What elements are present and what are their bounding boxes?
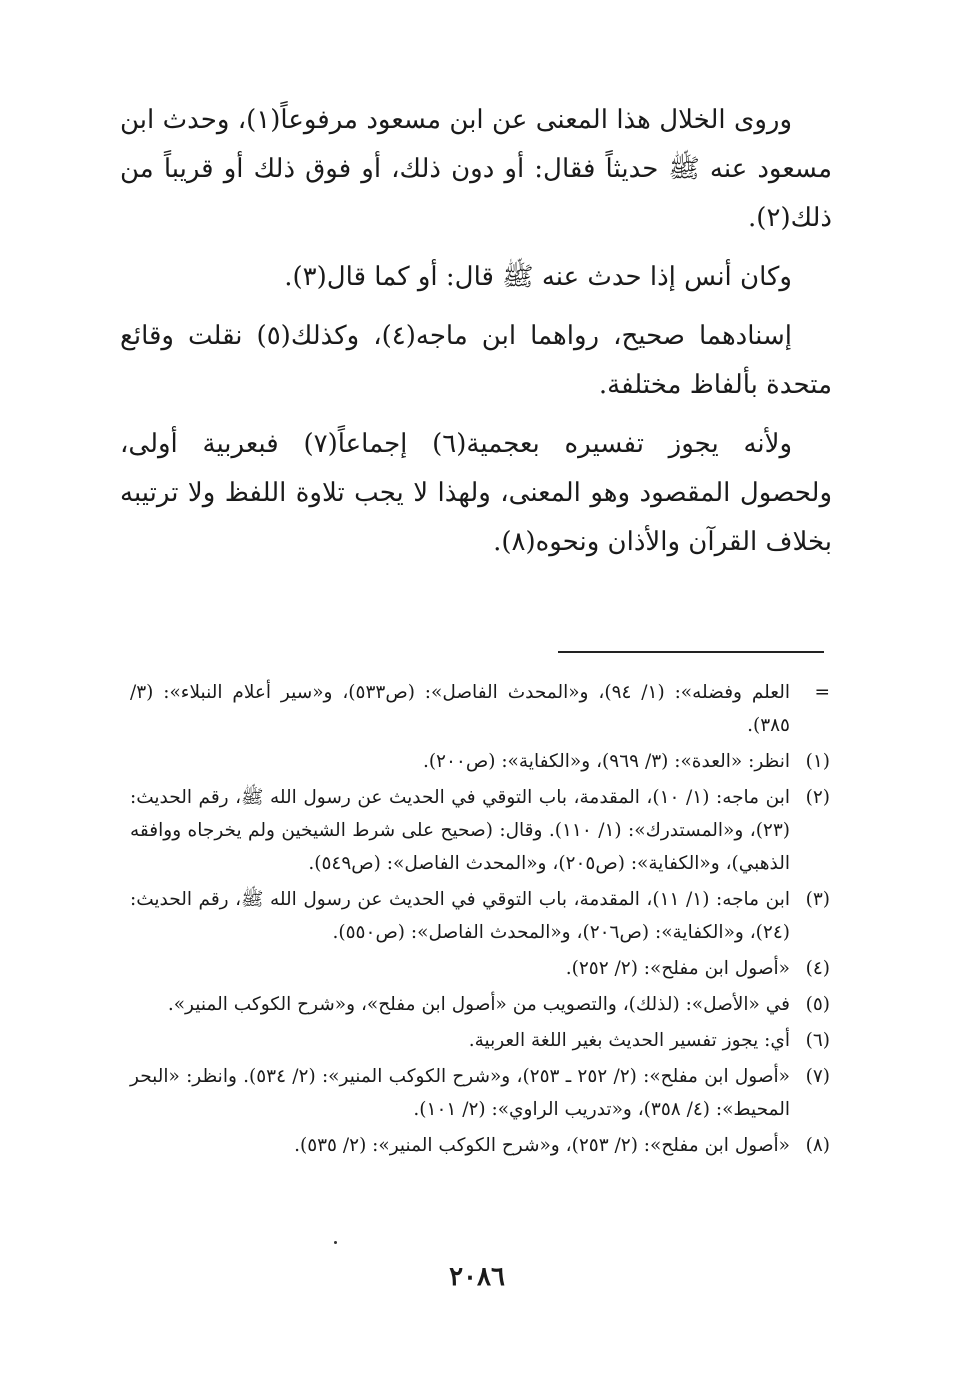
footnote-number: (٧) xyxy=(805,1066,830,1087)
paragraph: وكان أنس إذا حدث عنه ﷺ قال: أو كما قال(٣). xyxy=(284,262,792,292)
footnote xyxy=(130,883,830,949)
footnote-divider xyxy=(558,651,824,653)
footnote-number: (٤) xyxy=(805,958,830,979)
page-number: ٢٠٨٦ xyxy=(449,1262,505,1292)
paragraph: ولأنه يجوز تفسيره بعجمية(٦) إجماعاً(٧) فبعربية أولى، ولحصول المقصود وهو المعنى، ولهذا لا يجب تلاوة اللفظ ولا ترتيبه بخلاف القرآن والأذان ونحوه(٨). xyxy=(120,429,832,557)
footnote xyxy=(130,1024,830,1057)
footnote xyxy=(130,745,830,778)
footnote-number: (٣) xyxy=(805,889,830,910)
footnote xyxy=(130,988,830,1021)
footnote-text: في «الأصل»: (لذلك)، والتصويب من «أصول ابن مفلح»، و«شرح الكوكب المنير». xyxy=(167,994,790,1015)
footnote xyxy=(130,676,830,742)
footnote-number: (١) xyxy=(805,751,830,772)
footnote-number: (٦) xyxy=(805,1030,830,1051)
main-body-text xyxy=(120,96,832,577)
footnote-text: العلم وفضله»: (١/ ٩٤)، و«المحدث الفاصل»: (ص٥٣٣)، و«سير أعلام النبلاء»: (٣/ ٣٨٥). xyxy=(130,682,790,736)
footnote xyxy=(130,781,830,880)
footnote-number: (٢) xyxy=(805,787,830,808)
footnote-text: انظر: «العدة»: (٣/ ٩٦٩)، و«الكفاية»: (ص٢٠٠). xyxy=(422,751,790,772)
footnote-number: (٨) xyxy=(805,1135,830,1156)
footnote-text: «أصول ابن مفلح»: (٢/ ٢٥٢ ـ ٢٥٣)، و«شرح الكوكب المنير»: (٢/ ٥٣٤). وانظر: «البحر المحيط»: (٤/ ٣٥٨)، و«تدريب الراوي»: (٢/ ١٠١). xyxy=(130,1066,790,1120)
footnote-text: ابن ماجه: (١/ ١٠)، المقدمة، باب التوقي في الحديث عن رسول الله ﷺ، رقم الحديث: (٢٣)، و«المستدرك»: (١/ ١١٠). وقال: (صحيح على شرط الشيخين ولم يخرجاه ووافقه الذهبي)، و«الكفاية»: (ص٢٠٥)، و«المحدث الفاصل»: (ص٥٤٩). xyxy=(130,787,791,874)
print-speck xyxy=(334,1241,337,1244)
footnote xyxy=(130,1129,830,1162)
footnote-text: ابن ماجه: (١/ ١١)، المقدمة، باب التوقي في الحديث عن رسول الله ﷺ، رقم الحديث: (٢٤)، و«الكفاية»: (ص٢٠٦)، و«المحدث الفاصل»: (ص٥٥٠). xyxy=(130,889,791,943)
footnote-text: «أصول ابن مفلح»: (٢/ ٢٥٢). xyxy=(565,958,790,979)
paragraph: إسنادهما صحيح، رواهما ابن ماجه(٤)، وكذلك(٥) نقلت وقائع متحدة بألفاظ مختلفة. xyxy=(120,321,832,400)
footnote xyxy=(130,952,830,985)
paragraph: وروى الخلال هذا المعنى عن ابن مسعود مرفوعاً(١)، وحدث ابن مسعود عنه ﷺ حديثاً فقال: أو دون ذلك، أو فوق ذلك أو قريباً من ذلك(٢). xyxy=(120,105,832,233)
footnote-text: أي: يجوز تفسير الحديث بغير اللغة العربية. xyxy=(468,1030,790,1051)
footnote xyxy=(130,1060,830,1126)
footnotes-section xyxy=(130,676,830,1165)
footnote-number: = xyxy=(814,682,830,703)
footnote-number: (٥) xyxy=(805,994,830,1015)
footnote-text: «أصول ابن مفلح»: (٢/ ٢٥٣)، و«شرح الكوكب المنير»: (٢/ ٥٣٥). xyxy=(294,1135,790,1156)
